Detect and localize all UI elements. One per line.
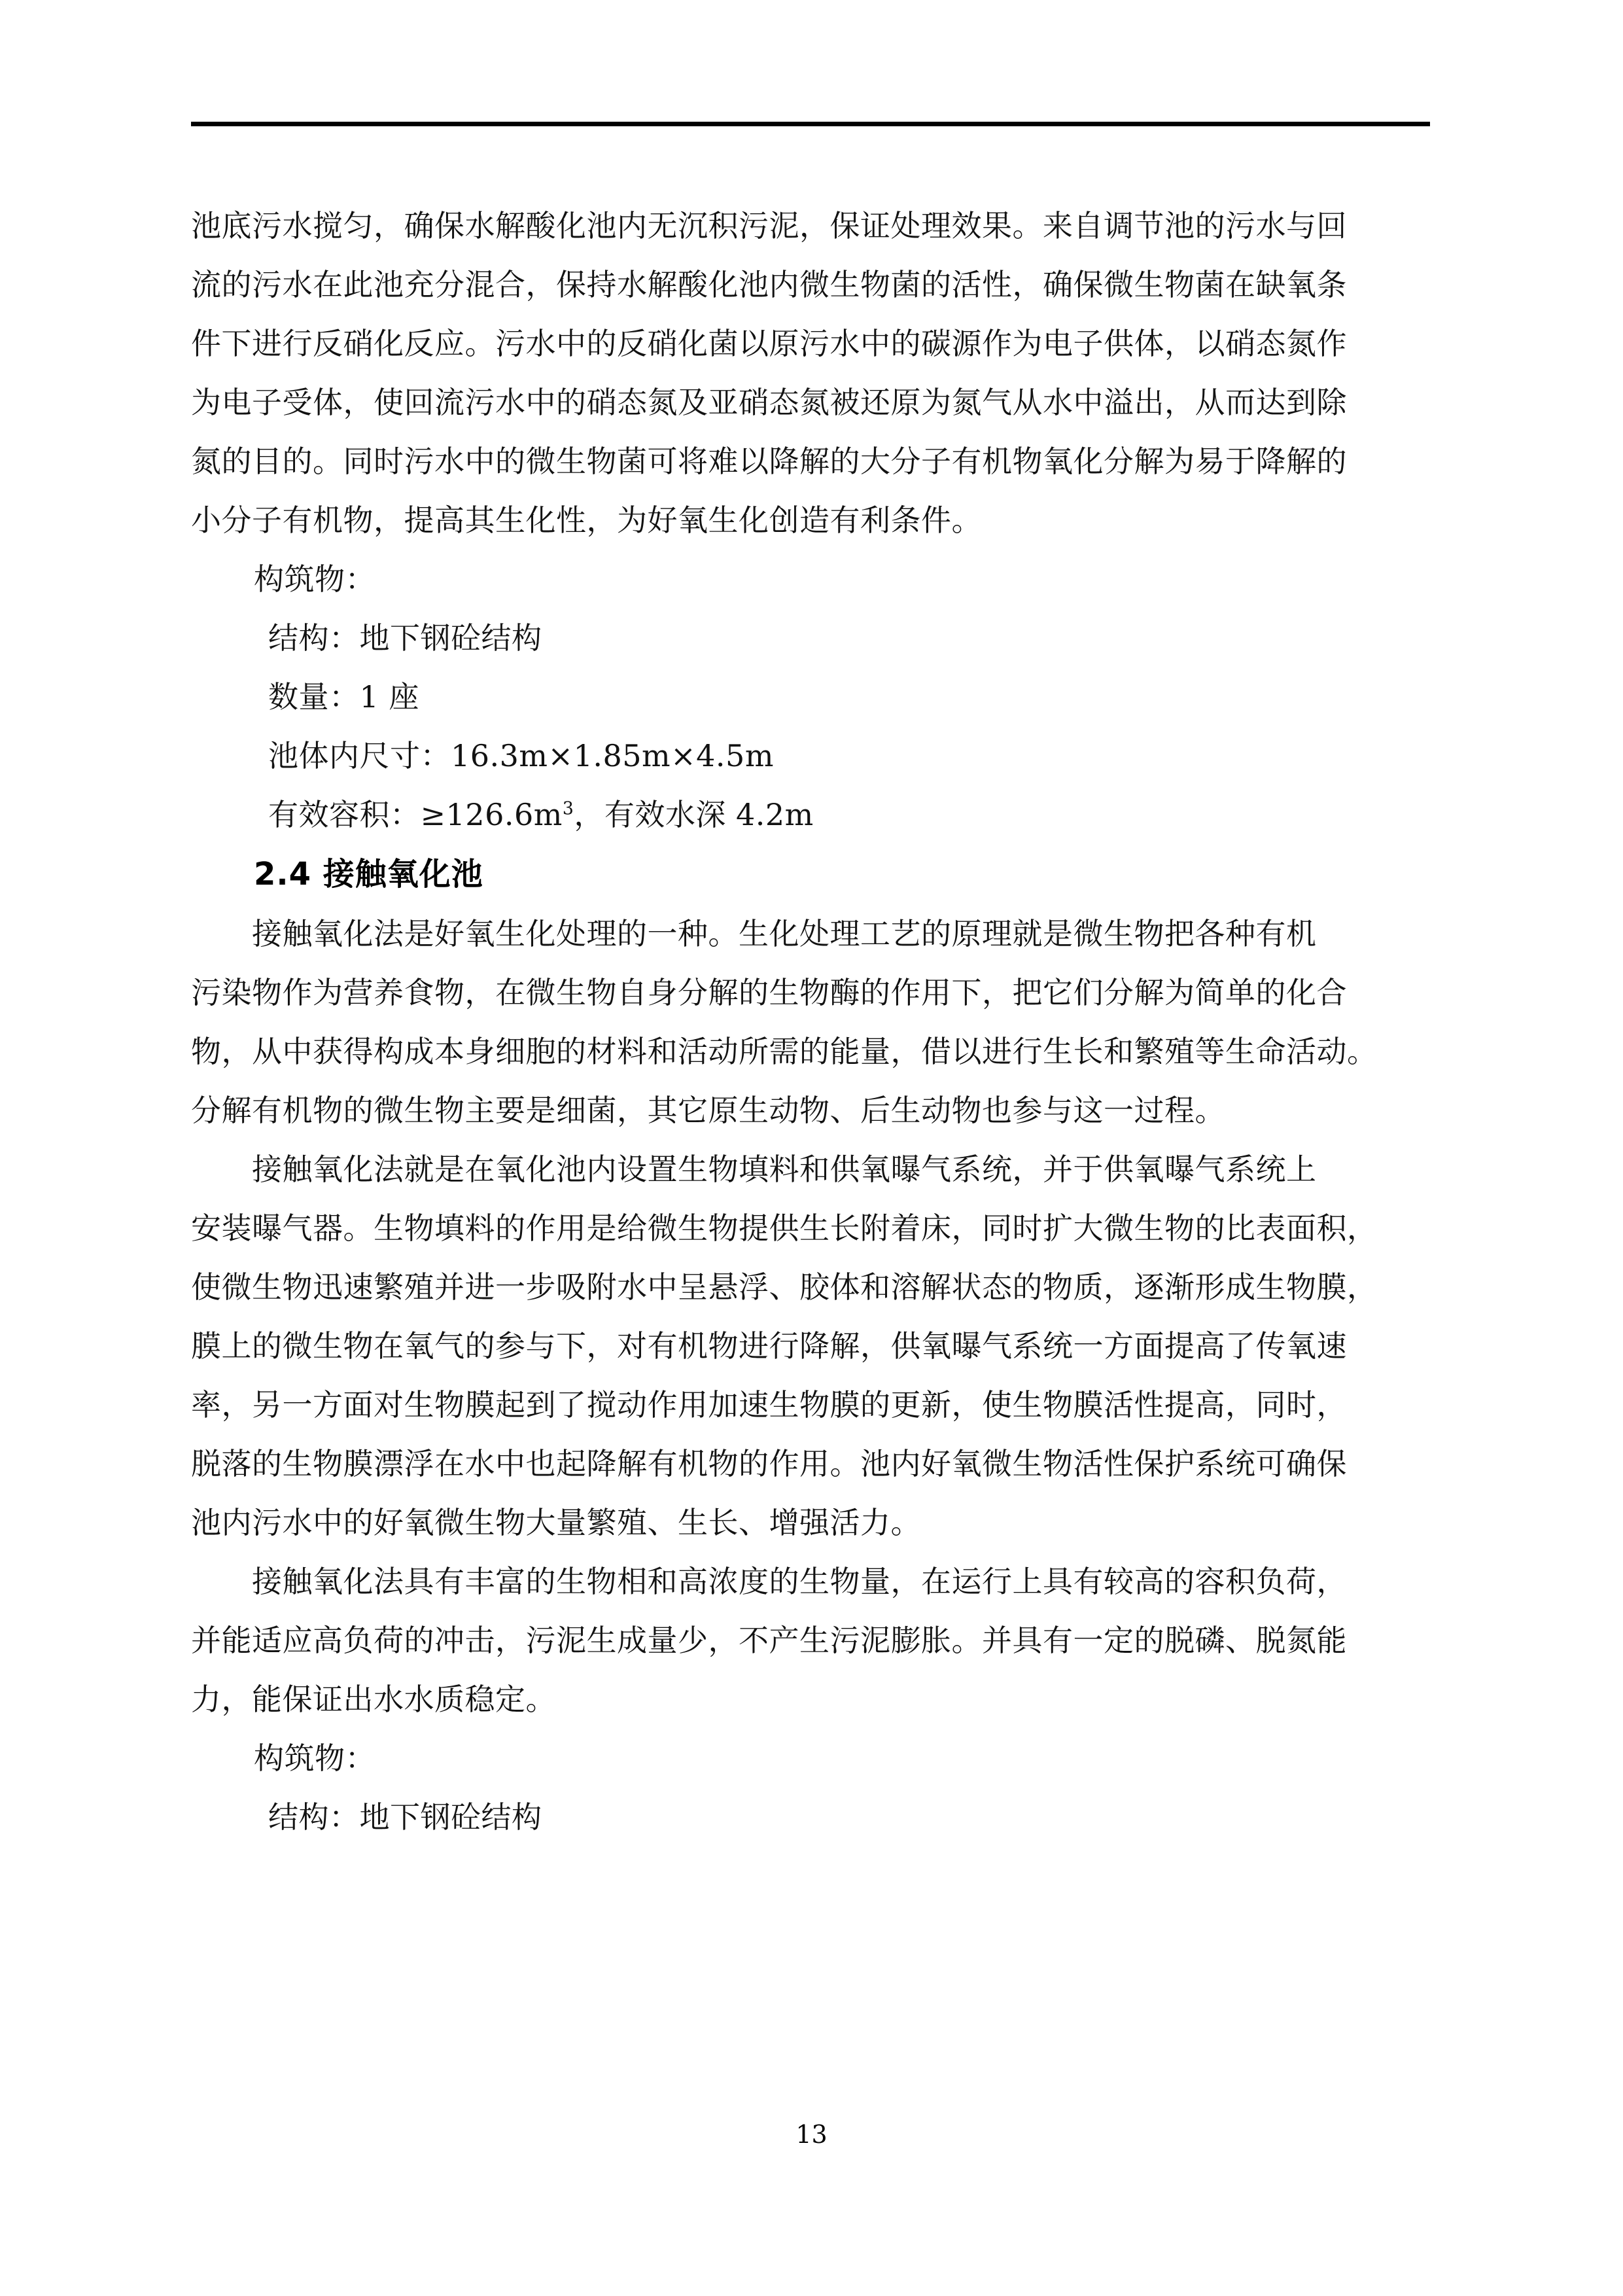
paragraph-line: 流的污水在此池充分混合，保持水解酸化池内微生物菌的活性，确保微生物菌在缺氧条 [191,267,1347,302]
paragraph-biofilm-process [191,1140,1434,1552]
spec-title: 构筑物： [254,561,375,597]
paragraph-line: 物，从中获得构成本身细胞的材料和活动所需的能量，借以进行生长和繁殖等生命活动。 [191,1034,1378,1069]
paragraph-line: 脱落的生物膜漂浮在水中也起降解有机物的作用。池内好氧微生物活性保护系统可确保 [191,1446,1347,1481]
section-heading-2-4: 2.4 接触氧化池 [254,856,483,892]
spec-block-contact-oxidation [191,1729,1434,1846]
paragraph-line: 接触氧化法具有丰富的生物相和高浓度的生物量，在运行上具有较高的容积负荷， [191,1564,1347,1599]
spec-volume-rest: ，有效水深 4.2m [574,797,814,832]
page-number: 13 [795,2120,828,2149]
paragraph-line: 接触氧化法是好氧生化处理的一种。生化处理工艺的原理就是微生物把各种有机 [191,916,1317,951]
paragraph-line: 污染物作为营养食物，在微生物自身分解的生物酶的作用下，把它们分解为简单的化合 [191,975,1347,1010]
paragraph-line: 为电子受体，使回流污水中的硝态氮及亚硝态氮被还原为氮气从水中溢出，从而达到除 [191,385,1347,420]
paragraph-line: 件下进行反硝化反应。污水中的反硝化菌以原污水中的碳源作为电子供体，以硝态氮作 [191,326,1347,361]
spec-block-hydrolysis [191,550,1434,844]
spec-volume-exponent: 3 [562,798,574,819]
page-content [191,196,1434,1846]
paragraph-line: 膜上的微生物在氧气的参与下，对有机物进行降解，供氧曝气系统一方面提高了传氧速 [191,1328,1347,1364]
paragraph-line: 使微生物迅速繁殖并进一步吸附水中呈悬浮、胶体和溶解状态的物质，逐渐形成生物膜， [191,1269,1378,1305]
paragraph-line: 池底污水搅匀，确保水解酸化池内无沉积污泥，保证处理效果。来自调节池的污水与回 [191,208,1347,243]
spec-item-dimensions: 池体内尺寸：16.3m×1.85m×4.5m [268,738,774,773]
header-rule [191,122,1430,126]
paragraph-line: 氮的目的。同时污水中的微生物菌可将难以降解的大分子有机物氧化分解为易于降解的 [191,444,1347,479]
spec-item-volume [191,785,1434,844]
paragraph-line: 力，能保证出水水质稳定。 [191,1682,556,1717]
paragraph-line: 安装曝气器。生物填料的作用是给微生物提供生长附着床，同时扩大微生物的比表面积， [191,1210,1378,1246]
paragraph-line: 池内污水中的好氧微生物大量繁殖、生长、增强活力。 [191,1505,921,1540]
paragraph-line: 率，另一方面对生物膜起到了搅动作用加速生物膜的更新，使生物膜活性提高，同时， [191,1387,1347,1422]
paragraph-line: 接触氧化法就是在氧化池内设置生物填料和供氧曝气系统，并于供氧曝气系统上 [191,1152,1317,1187]
spec-volume-label: 有效容积：≥126.6m [268,797,563,832]
paragraph-line: 小分子有机物，提高其生化性，为好氧生化创造有利条件。 [191,503,982,538]
paragraph-advantages [191,1552,1434,1729]
spec-item-quantity: 数量：1 座 [268,679,419,715]
paragraph-line: 分解有机物的微生物主要是细菌，其它原生动物、后生动物也参与这一过程。 [191,1093,1225,1128]
paragraph-line: 并能适应高负荷的冲击，污泥生成量少，不产生污泥膨胀。并具有一定的脱磷、脱氮能 [191,1623,1347,1658]
spec-item-structure: 结构：地下钢砼结构 [268,1799,542,1835]
paragraph-contact-oxidation-intro [191,904,1434,1140]
spec-item-structure: 结构：地下钢砼结构 [268,620,542,656]
paragraph-hydrolysis-acidification [191,196,1434,550]
spec-title: 构筑物： [254,1740,375,1776]
